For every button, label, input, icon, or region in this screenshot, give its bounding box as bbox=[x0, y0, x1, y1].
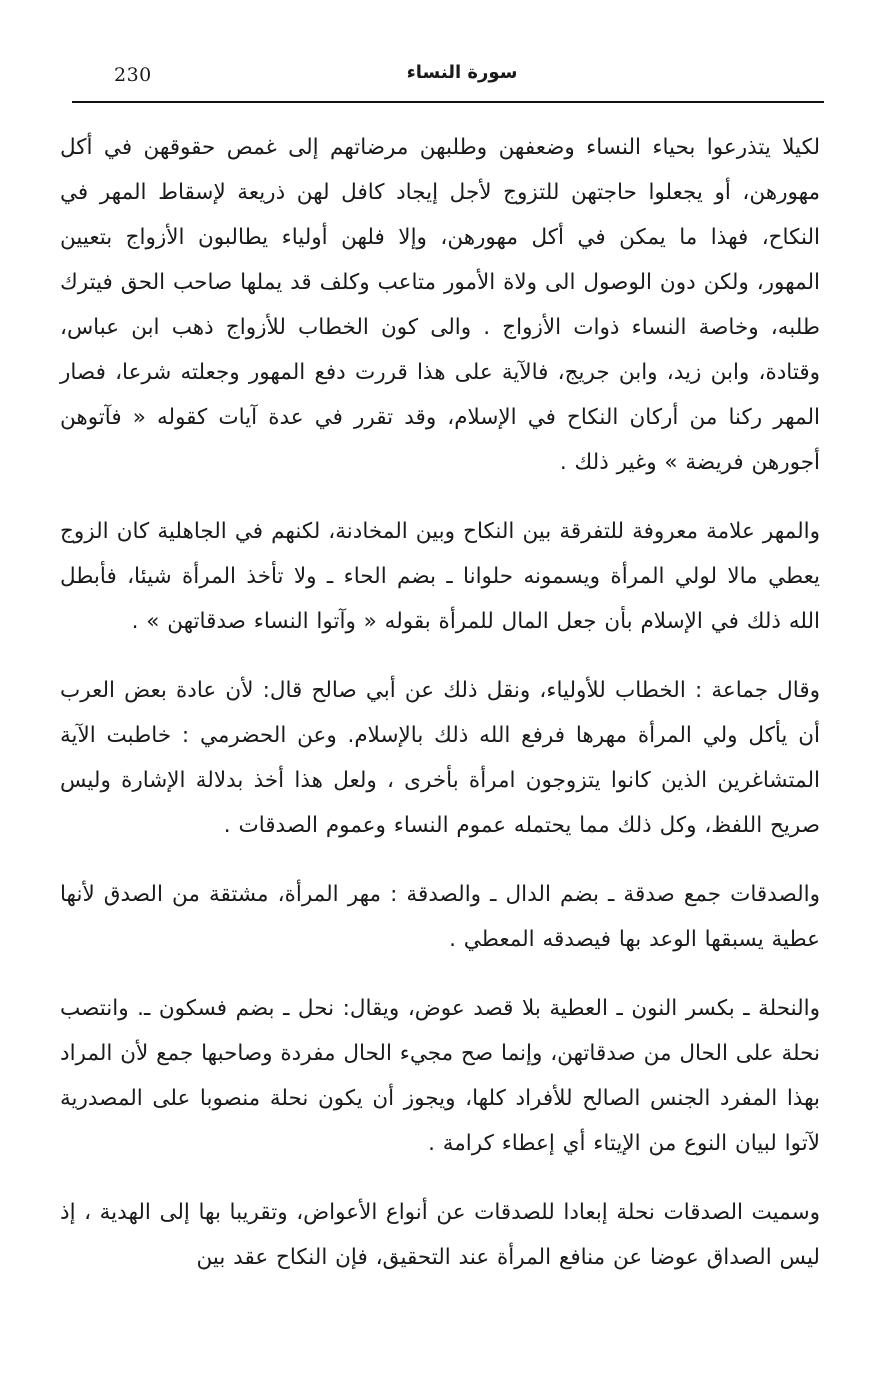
paragraph-4: والصدقات جمع صدقة ـ بضم الدال ـ والصدقة : مهر المرأة، مشتقة من الصدق لأنها عطية يسبقها الوعد بها فيصدقه المعطي . bbox=[60, 882, 820, 952]
header-divider bbox=[72, 101, 824, 103]
paragraph-6: وسميت الصدقات نحلة إبعادا للصدقات عن أنواع الأعواض، وتقريبا بها إلى الهدية ، إذ ليس الصداق عوضا عن منافع المرأة عند التحقيق، فإن النكاح عقد بين bbox=[60, 1200, 820, 1270]
running-title: سورة النساء bbox=[406, 62, 518, 83]
paragraph-1: لكيلا يتذرعوا بحياء النساء وضعفهن وطلبهن مرضاتهم إلى غمص حقوقهن في أكل مهورهن، أو يجعلوا حاجتهن للتزوج لأجل إيجاد كافل لهن ذريعة لإسقاط المهر في النكاح، فهذا ما يمكن في أكل مهورهن، وإلا فلهن أولياء يطالبون الأزواج بتعيين المهور، ولكن دون الوصول الى ولاة الأمور متاعب وكلف قد يملها صاحب الحق فيترك طلبه، وخاصة النساء ذوات الأزواج . والى كون الخطاب للأزواج ذهب ابن عباس، وقتادة، وابن زيد، وابن جريج، فالآية على هذا قررت دفع المهور وجعلته شرعا، فصار المهر ركنا من أركان النكاح في الإسلام، وقد تقرر في عدة آيات كقوله « فآتوهن أجورهن فريضة » وغير ذلك . bbox=[60, 135, 820, 475]
paragraph-3: وقال جماعة : الخطاب للأولياء، ونقل ذلك عن أبي صالح قال: لأن عادة بعض العرب أن يأكل ولي المرأة مهرها فرفع الله ذلك بالإسلام. وعن الحضرمي : خاطبت الآية المتشاغرين الذين كانوا يتزوجون امرأة بأخرى ، ولعل هذا أخذ بدلالة الإشارة وليس صريح اللفظ، وكل ذلك مما يحتمله عموم النساء وعموم الصدقات . bbox=[60, 678, 820, 838]
page-body bbox=[60, 125, 820, 1280]
paragraph-5: والنحلة ـ بكسر النون ـ العطية بلا قصد عوض، ويقال: نحل ـ بضم فسكون ـ. وانتصب نحلة على الحال من صدقاتهن، وإنما صح مجيء الحال مفردة وصاحبها جمع لأن المراد بهذا المفرد الجنس الصالح للأفراد كلها، ويجوز أن يكون نحلة منصوبا على المصدرية لآتوا لبيان النوع من الإيتاء أي إعطاء كرامة . bbox=[60, 996, 820, 1156]
paragraph-2: والمهر علامة معروفة للتفرقة بين النكاح وبين المخادنة، لكنهم في الجاهلية كان الزوج يعطي مالا لولي المرأة ويسمونه حلوانا ـ بضم الحاء ـ ولا تأخذ المرأة شيئا، فأبطل الله ذلك في الإسلام بأن جعل المال للمرأة بقوله « وآتوا النساء صدقاتهن » . bbox=[60, 519, 820, 634]
page-number: 230 bbox=[114, 64, 152, 86]
page-header bbox=[72, 62, 824, 102]
